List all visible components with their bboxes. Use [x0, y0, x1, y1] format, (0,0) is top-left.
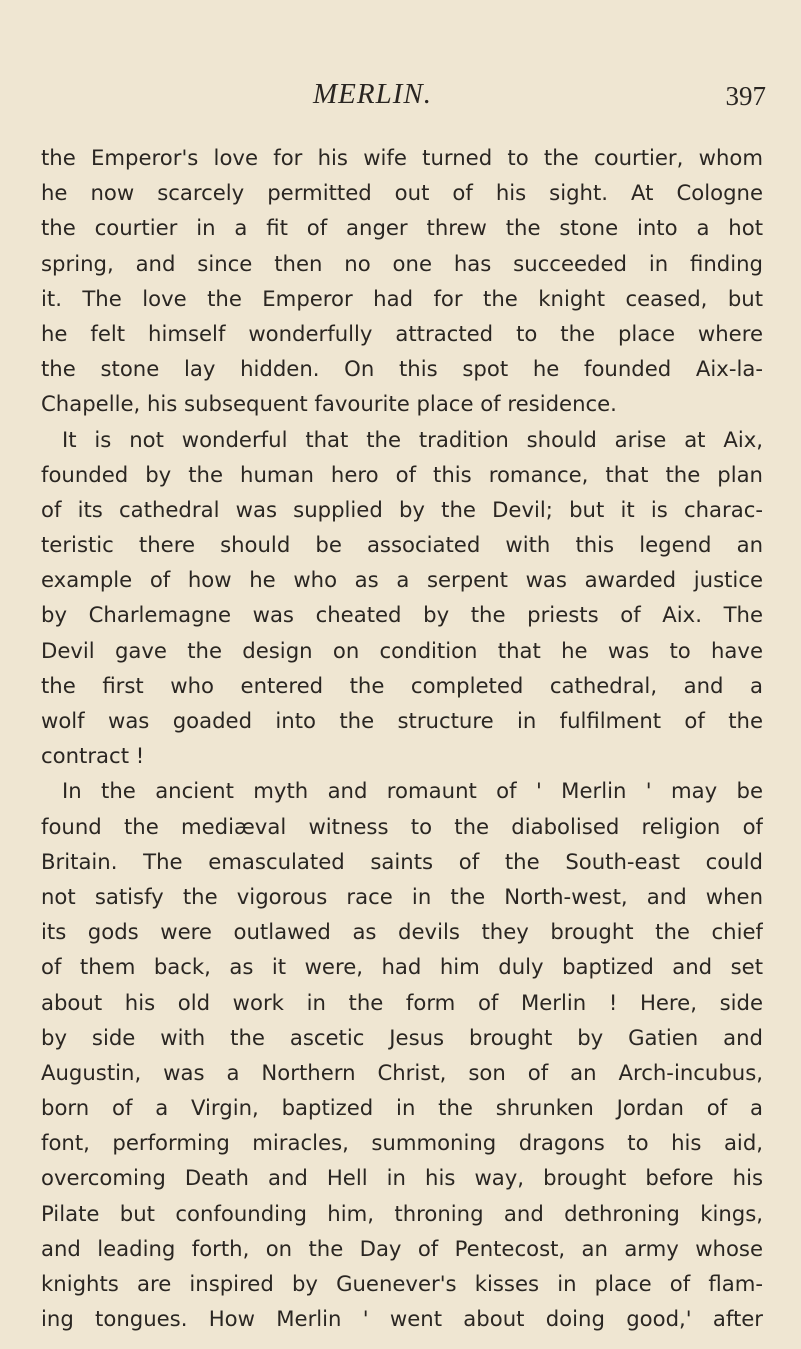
- running-title: MERLIN.: [313, 78, 432, 110]
- text-line: it. The love the Emperor had for the knight ceased, but: [41, 285, 763, 311]
- text-line: its gods were outlawed as devils they brought the chief: [41, 919, 763, 945]
- text-line: by side with the ascetic Jesus brought by Gatien and: [41, 1024, 763, 1050]
- text-line: founded by the human hero of this romance, that the plan: [41, 461, 763, 487]
- text-line: example of how he who as a serpent was awarded justice: [41, 567, 763, 593]
- text-line: Augustin, was a Northern Christ, son of an Arch-incubus,: [41, 1059, 763, 1085]
- text-line: of them back, as it were, had him duly baptized and set: [41, 954, 763, 980]
- text-line: born of a Virgin, baptized in the shrunken Jordan of a: [41, 1095, 763, 1121]
- text-line: he now scarcely permitted out of his sight. At Cologne: [41, 180, 763, 206]
- text-line: Pilate but confounding him, throning and dethroning kings,: [41, 1200, 763, 1226]
- text-line: ing tongues. How Merlin ' went about doing good,' after: [41, 1306, 763, 1332]
- text-line: overcoming Death and Hell in his way, brought before his: [41, 1165, 763, 1191]
- text-line: about his old work in the form of Merlin ! Here, side: [41, 989, 763, 1015]
- text-line: It is not wonderful that the tradition should arise at Aix,: [62, 426, 763, 452]
- text-line: and leading forth, on the Day of Pentecost, an army whose: [41, 1235, 763, 1261]
- text-line: contract !: [41, 743, 145, 769]
- text-line: Devil gave the design on condition that he was to have: [41, 637, 763, 663]
- text-line: knights are inspired by Guenever's kisses in place of flam-: [41, 1271, 763, 1296]
- text-line: of its cathedral was supplied by the Devil; but it is charac-: [41, 496, 763, 522]
- text-line: the first who entered the completed cathedral, and a: [41, 672, 763, 698]
- text-line: he felt himself wonderfully attracted to the place where: [41, 320, 763, 346]
- text-line: not satisfy the vigorous race in the North-west, and when: [41, 883, 763, 909]
- page-number: 397: [725, 81, 766, 111]
- text-line: the Emperor's love for his wife turned to the courtier, whom: [41, 145, 763, 170]
- text-line: In the ancient myth and romaunt of ' Merlin ' may be: [62, 778, 763, 804]
- text-line: the stone lay hidden. On this spot he founded Aix-la-: [41, 356, 763, 382]
- text-line: by Charlemagne was cheated by the priests of Aix. The: [41, 602, 763, 628]
- body-text: [41, 140, 763, 1336]
- text-line: wolf was goaded into the structure in fulfilment of the: [41, 708, 763, 733]
- text-line: font, performing miracles, summoning dragons to his aid,: [41, 1130, 763, 1156]
- text-line: Chapelle, his subsequent favourite place of residence.: [41, 391, 617, 417]
- text-line: the courtier in a fit of anger threw the stone into a hot: [41, 215, 763, 241]
- text-line: found the mediæval witness to the diabolised religion of: [41, 813, 763, 839]
- running-head: [0, 74, 801, 114]
- text-line: teristic there should be associated with this legend an: [41, 532, 763, 558]
- text-line: spring, and since then no one has succeeded in finding: [41, 250, 763, 276]
- text-line: Britain. The emasculated saints of the South-east could: [41, 848, 763, 874]
